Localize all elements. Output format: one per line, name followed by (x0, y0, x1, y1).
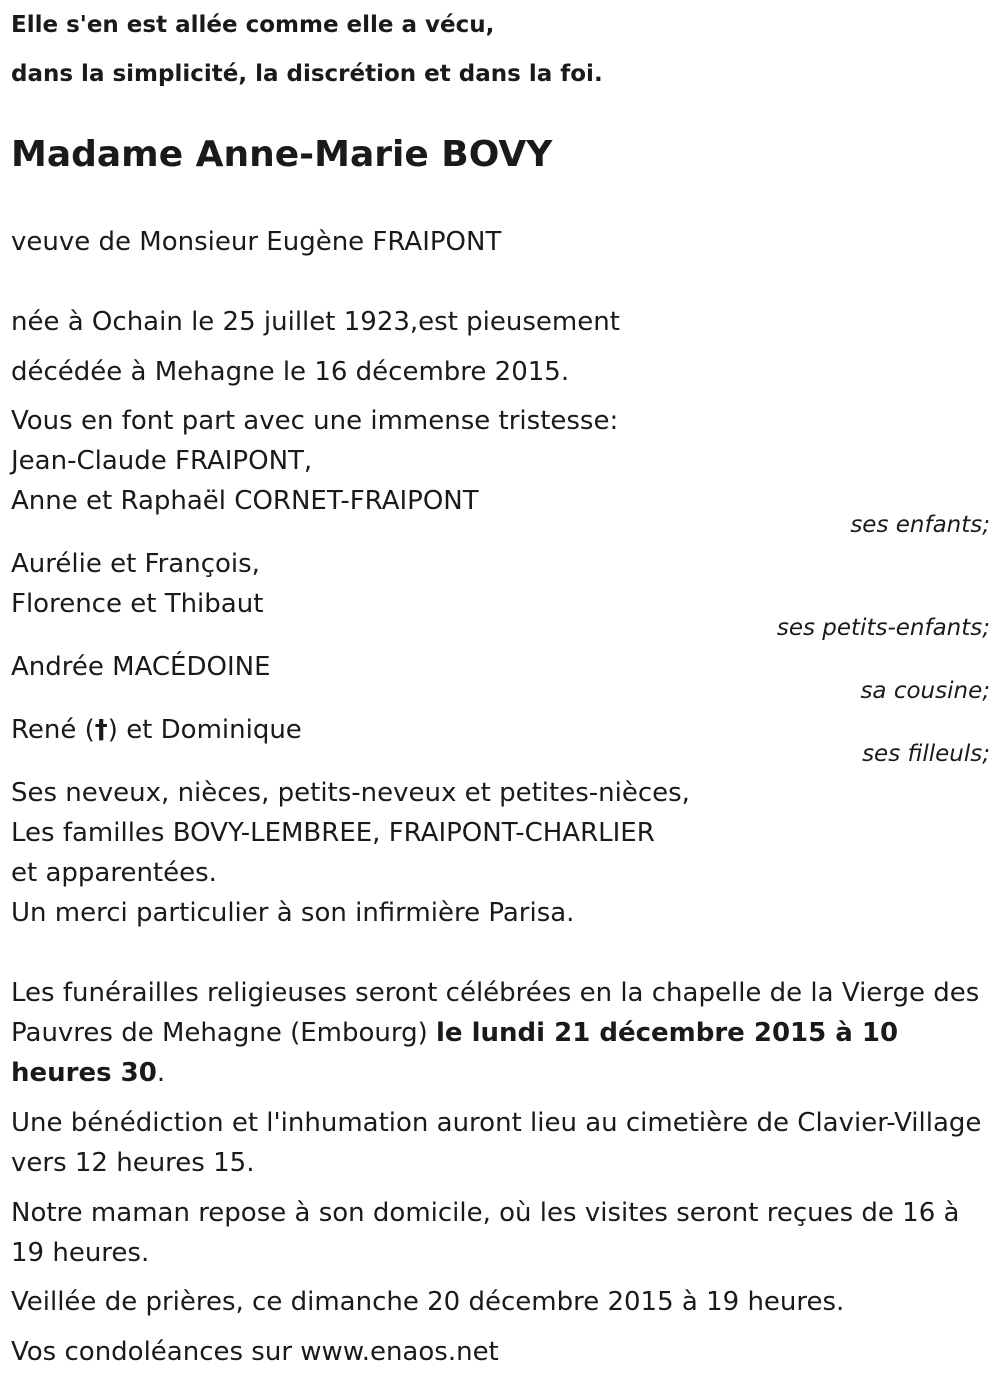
funeral-end: . (156, 1058, 166, 1088)
child-1: Jean-Claude FRAIPONT, (11, 446, 313, 476)
others-line-2: Les familles BOVY-LEMBREE, FRAIPONT-CHARLIER (11, 818, 655, 848)
condolences-paragraph: Vos condoléances sur www.enaos.net (11, 1337, 499, 1367)
death-line: décédée à Mehagne le 16 décembre 2015. (11, 357, 570, 387)
funeral-date: le lundi 21 décembre 2015 à 10 heures 30 (11, 1018, 899, 1088)
blessing-paragraph: Une bénédiction et l'inhumation auront lieu au cimetière de Clavier-Village vers 12 heures 15. (11, 1108, 982, 1178)
children-role: ses enfants; (850, 512, 990, 538)
godchildren-role: ses filleuls; (862, 741, 990, 767)
cousin-name: Andrée MACÉDOINE (11, 652, 271, 682)
godchildren-names (11, 710, 302, 750)
announcement-intro: Vous en font part avec une immense tristesse: (11, 406, 619, 436)
grandchild-2: Florence et Thibaut (11, 589, 264, 619)
godchildren-after: ) et Dominique (107, 715, 302, 745)
thanks-line: Un merci particulier à son infirmière Parisa. (11, 898, 575, 928)
epigraph-line-1: Elle s'en est allée comme elle a vécu, (11, 12, 495, 38)
deceased-name: Madame Anne-Marie BOVY (11, 134, 553, 175)
spouse-line: veuve de Monsieur Eugène FRAIPONT (11, 227, 502, 257)
visits-paragraph: Notre maman repose à son domicile, où les visites seront reçues de 16 à 19 heures. (11, 1198, 960, 1268)
funeral-text: Les funérailles religieuses seront célébrées en la chapelle de la Vierge des Pauvres de Mehagne (Embourg) (11, 978, 980, 1048)
others-line-3: et apparentées. (11, 858, 217, 888)
epigraph-line-2: dans la simplicité, la discrétion et dans la foi. (11, 61, 603, 87)
grandchild-1: Aurélie et François, (11, 549, 260, 579)
vigil-paragraph: Veillée de prières, ce dimanche 20 décembre 2015 à 19 heures. (11, 1287, 845, 1317)
others-line-1: Ses neveux, nièces, petits-neveux et petites-nièces, (11, 778, 690, 808)
dagger-icon: † (94, 715, 108, 745)
godchildren-before: René ( (11, 715, 95, 745)
child-2: Anne et Raphaël CORNET-FRAIPONT (11, 486, 479, 516)
grandchildren-role: ses petits-enfants; (776, 615, 990, 641)
cousin-role: sa cousine; (860, 678, 990, 704)
funeral-paragraph (11, 973, 986, 1093)
birth-line: née à Ochain le 25 juillet 1923,est pieusement (11, 307, 620, 337)
